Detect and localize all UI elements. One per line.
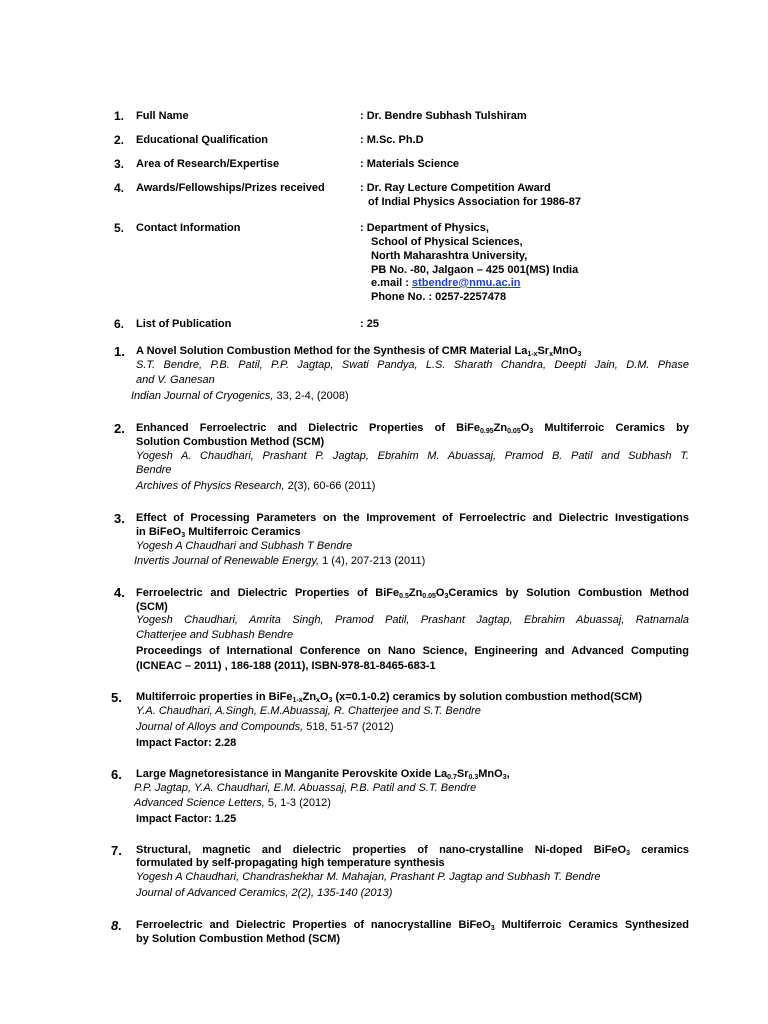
pub-title: Multiferroic properties in $BiFe_{1-x}Zn_xO_3$ (x=0.1-0.2) ceramics by solution combustion method(SCM) (136, 691, 643, 704)
row-number: 4. (114, 181, 125, 195)
pub-title: Large Magnetoresistance in Manganite Perovskite Oxide $La_{0.7}Sr_{0.3}MnO_3$, (136, 768, 510, 781)
pub-number: 5. (111, 690, 122, 705)
row-number: 1. (114, 109, 125, 123)
pub-title-cont: Solution Combustion Method (SCM) (136, 436, 325, 448)
pub-title-cont: (SCM) (136, 601, 168, 613)
pub-title: Enhanced Ferroelectric and Dielectric Properties of $BiFe_{0.95}Zn_{0.05}O_3$ Multiferroic Ceramics by (136, 422, 689, 435)
pub-authors-cont: Chatterjee and Subhash Bendre (136, 629, 294, 641)
pub-citation: Advanced Science Letters, 5, 1-3 (2012) (134, 797, 331, 809)
row-number: 2. (114, 133, 125, 147)
pub-title-cont: in BiFeO$_3$ Multiferroic Ceramics (136, 526, 301, 539)
pub-title: Ferroelectric and Dielectric Properties of $BiFe_{0.5}Zn_{0.05}O_3Ceramics$ by Solution Combustion Method (136, 587, 690, 600)
pub-number: 3. (114, 511, 125, 526)
impact-factor: Impact Factor: 2.28 (136, 737, 237, 749)
qualification-value: : M.Sc. Ph.D (360, 134, 424, 146)
row-number: 6. (114, 317, 125, 331)
contact-phone: Phone No. : 0257-2257478 (371, 291, 507, 303)
pub-authors-cont: and V. Ganesan (136, 374, 215, 386)
pub-title: Ferroelectric and Dielectric Properties of nanocrystalline BiFeO$_3$ Multiferroic Ceramics Synthesized (136, 919, 689, 932)
pub-citation: Journal of Alloys and Compounds, 518, 51-57 (2012) (136, 721, 394, 733)
pub-citation: Indian Journal of Cryogenics, 33, 2-4, (2008) (131, 390, 349, 402)
pub-citation: Archives of Physics Research, 2(3), 60-66 (2011) (136, 480, 376, 492)
full-name-value: : Dr. Bendre Subhash Tulshiram (360, 110, 527, 122)
contact-label: Contact Information (136, 222, 241, 234)
impact-factor: Impact Factor: 1.25 (136, 813, 237, 825)
pub-title-cont: by Solution Combustion Method (SCM) (136, 933, 341, 945)
pub-authors: Yogesh A. Chaudhari, Prashant P. Jagtap, Ebrahim M. Abuassaj, Pramod B. Patil and Subhash T. (136, 450, 689, 462)
full-name-label: Full Name (136, 110, 189, 122)
email-label: e.mail : (371, 277, 412, 289)
contact-university: North Maharashtra University, (371, 250, 528, 262)
pub-title: Effect of Processing Parameters on the Improvement of Ferroelectric and Dielectric Investigations (136, 512, 689, 524)
publications-count: : 25 (360, 318, 379, 330)
pub-title: Structural, magnetic and dielectric properties of nano-crystalline Ni-doped BiFeO$_3$ ceramics (136, 844, 689, 857)
awards-value-cont: of Indial Physics Association for 1986-87 (368, 196, 581, 208)
research-area-value: : Materials Science (360, 158, 460, 170)
row-number: 3. (114, 157, 125, 171)
pub-authors: Yogesh Chaudhari, Amrita Singh, Pramod Patil, Prashant Jagtap, Ebrahim Abuassaj, Ratnamala (136, 614, 689, 626)
pub-number: 1. (114, 344, 125, 359)
pub-proceedings: Proceedings of International Conference on Nano Science, Engineering and Advanced Computing (136, 645, 689, 657)
pub-number: 4. (114, 585, 125, 600)
publications-label: List of Publication (136, 318, 232, 330)
pub-number: 6. (111, 767, 122, 782)
pub-authors: Y.A. Chaudhari, A.Singh, E.M.Abuassaj, R. Chatterjee and S.T. Bendre (136, 705, 481, 717)
research-area-label: Area of Research/Expertise (136, 158, 280, 170)
pub-authors-cont: Bendre (136, 464, 172, 476)
pub-number: 8. (111, 918, 122, 933)
pub-citation: Journal of Advanced Ceramics, 2(2), 135-140 (2013) (136, 887, 393, 899)
pub-authors: Yogesh A Chaudhari and Subhash T Bendre (136, 540, 353, 552)
awards-value: : Dr. Ray Lecture Competition Award (360, 182, 551, 194)
pub-number: 7. (111, 843, 122, 858)
row-number: 5. (114, 221, 125, 235)
pub-title: A Novel Solution Combustion Method for the Synthesis of CMR Material $La_{1-x}Sr_xMnO_3$ (136, 345, 582, 358)
pub-authors: Yogesh A Chaudhari, Chandrashekhar M. Mahajan, Prashant P. Jagtap and Subhash T. Bendre (136, 871, 601, 883)
pub-number: 2. (114, 421, 125, 436)
pub-citation: Invertis Journal of Renewable Energy, 1 (4), 207-213 (2011) (134, 555, 426, 567)
qualification-label: Educational Qualification (136, 134, 269, 146)
contact-email-line (371, 277, 521, 289)
pub-authors: S.T. Bendre, P.B. Patil, P.P. Jagtap, Swati Pandya, L.S. Sharath Chandra, Deepti Jain, D.M. Phase (136, 359, 689, 371)
contact-department: : Department of Physics, (360, 222, 489, 234)
pub-title-cont: formulated by self-propagating high temperature synthesis (136, 857, 445, 869)
pub-proceedings-cont: (ICNEAC – 2011) , 186-188 (2011), ISBN-978-81-8465-683-1 (136, 660, 436, 672)
awards-label: Awards/Fellowships/Prizes received (136, 182, 325, 194)
contact-school: School of Physical Sciences, (371, 236, 523, 248)
email-link[interactable]: stbendre@nmu.ac.in (411, 277, 521, 289)
pub-authors: P.P. Jagtap, Y.A. Chaudhari, E.M. Abuassaj, P.B. Patil and S.T. Bendre (134, 782, 477, 794)
contact-address: PB No. -80, Jalgaon – 425 001(MS) India (371, 264, 579, 276)
